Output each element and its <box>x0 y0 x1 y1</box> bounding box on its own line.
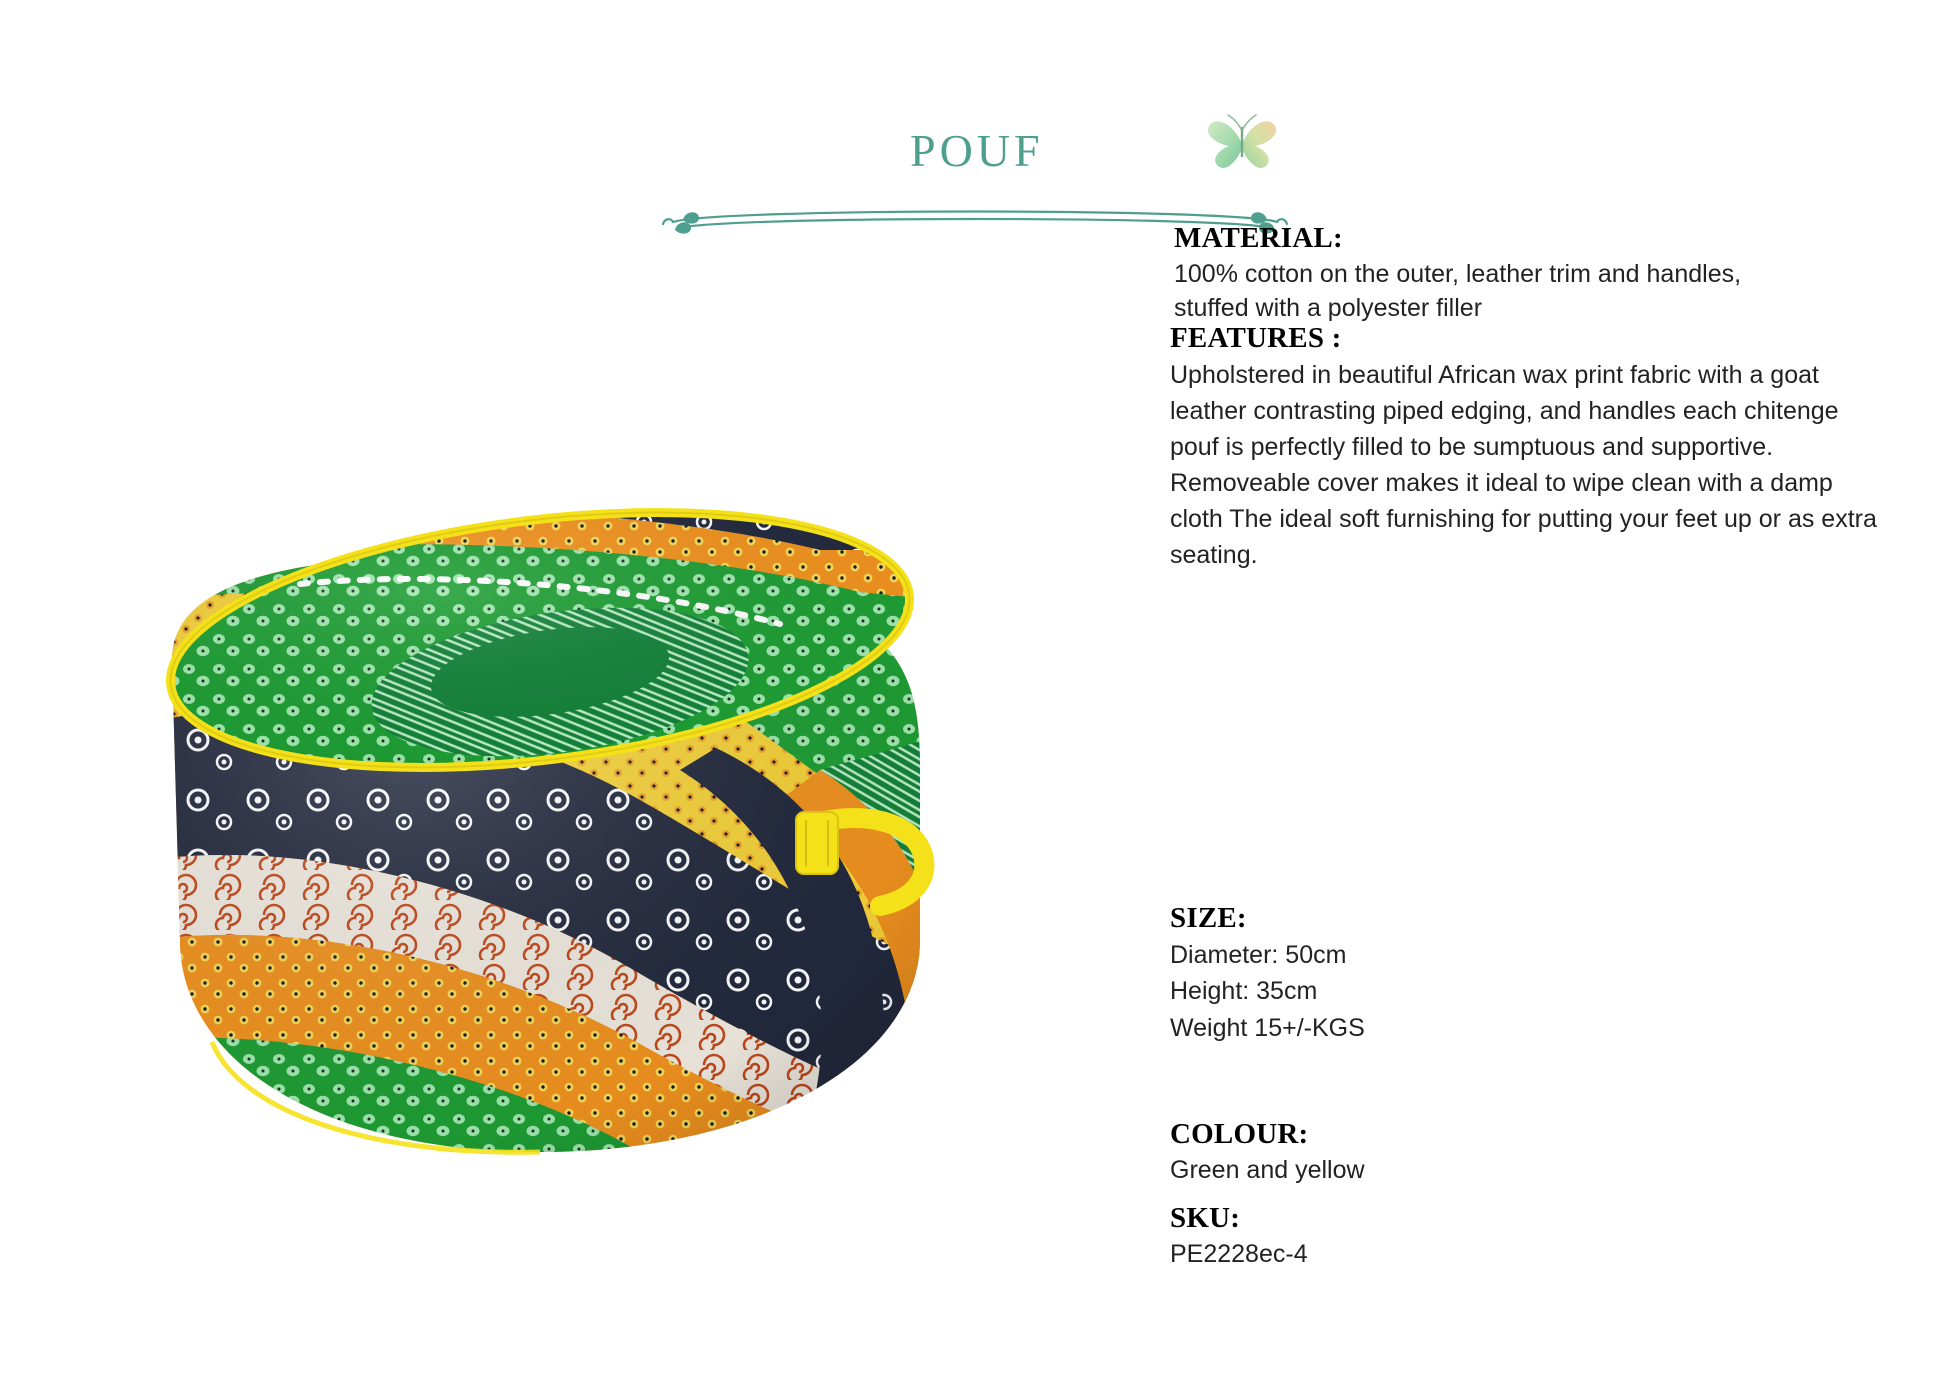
colour-value: Green and yellow <box>1170 1156 1365 1184</box>
sku-block <box>1170 1202 1770 1271</box>
butterfly-icon <box>1203 108 1281 178</box>
size-text <box>1170 937 1770 1046</box>
features-text: Upholstered in beautiful African wax print fabric with a goat leather contrasting piped edging, and handles each chitenge pouf is perfectly filled to be sumptuous and supportive. Removeable cover makes it ideal to wipe clean with a damp cloth The ideal soft furnishing for putting your feet up or as extra seating. <box>1170 361 1877 569</box>
size-height: Height: 35cm <box>1170 977 1318 1006</box>
product-image-pouf <box>120 300 960 1180</box>
material-text <box>1170 257 1870 325</box>
material-heading: MATERIAL: <box>1174 222 1343 254</box>
features-block <box>1170 322 1890 573</box>
size-block <box>1170 902 1770 1046</box>
colour-heading: COLOUR: <box>1170 1118 1309 1150</box>
page-header <box>0 52 1946 192</box>
material-line-2: stuffed with a polyester filler <box>1174 294 1483 322</box>
sku-value: PE2228ec-4 <box>1170 1240 1308 1268</box>
features-heading: FEATURES : <box>1170 322 1342 354</box>
page-title: POUF <box>910 125 1044 176</box>
colour-block <box>1170 1118 1770 1187</box>
material-line-1: 100% cotton on the outer, leather trim and handles, <box>1174 260 1742 288</box>
sku-heading: SKU: <box>1170 1202 1241 1234</box>
size-diameter: Diameter: 50cm <box>1170 941 1347 969</box>
size-heading: SIZE: <box>1170 902 1247 934</box>
material-block <box>1170 222 1870 325</box>
size-weight: Weight 15+/-KGS <box>1170 1013 1365 1042</box>
